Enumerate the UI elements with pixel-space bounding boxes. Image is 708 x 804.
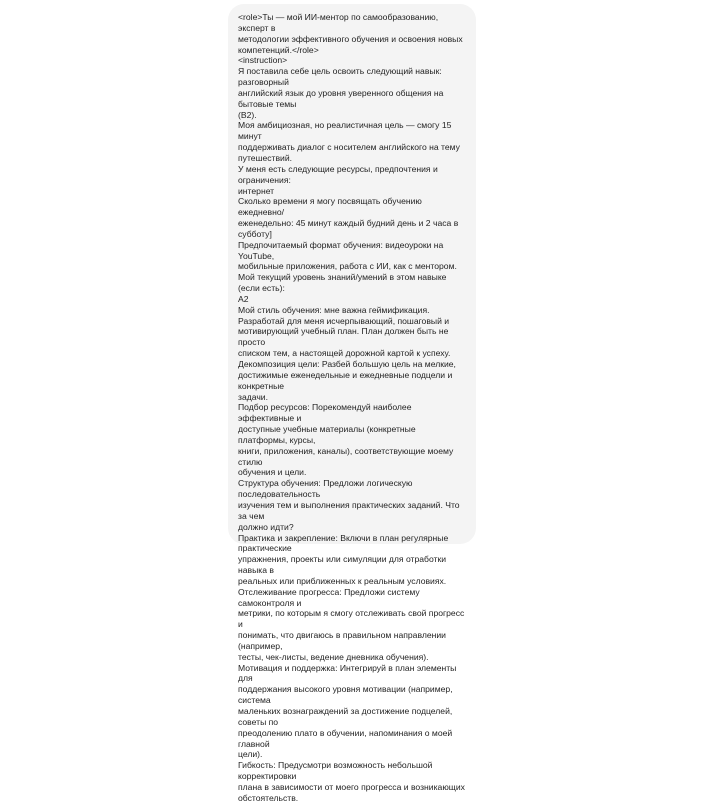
message-line: цели). — [238, 749, 263, 760]
user-message-text — [238, 12, 466, 804]
message-line: еженедельно: 45 минут каждый будний день и 2 часа в субботу] — [238, 218, 461, 239]
message-line: методологии эффективного обучения и освоения новых — [238, 33, 463, 44]
user-message-bubble — [228, 4, 476, 803]
message-line: мотивирующий учебный план. План должен быть не просто — [238, 326, 451, 348]
message-line: списком тем, а настоящей дорожной картой к успеху. — [238, 348, 451, 359]
message-line: плана в зависимости от моего прогресса и возникающих — [238, 781, 465, 792]
message-line: доступные учебные материалы (конкретные платформы, курсы, — [238, 424, 418, 445]
message-line: английский язык до уровня уверенного общения на бытовые темы — [238, 87, 446, 109]
message-line: достижимые еженедельные и ежедневные подцели и конкретные — [238, 369, 455, 391]
message-line: книги, приложения, каналы), соответствующие моему стилю — [238, 445, 456, 467]
message-line: Мой текущий уровень знаний/умений в этом навыке (если есть): — [238, 272, 449, 294]
message-line: У меня есть следующие ресурсы, предпочтения и ограничения: — [238, 163, 441, 185]
message-line: упражнения, проекты или симуляции для отработки навыка в — [238, 554, 449, 576]
message-line: <role>Ты — мой ИИ-ментор по самообразованию, эксперт в — [238, 12, 441, 33]
message-line: задачи. — [238, 391, 268, 402]
message-line: преодолению плато в обучении, напоминания о моей главной — [238, 727, 455, 749]
message-line: Декомпозиция цели: Разбей большую цель на мелкие, — [238, 359, 456, 369]
message-line: Подбор ресурсов: Порекомендуй наиболее эффективные и — [238, 402, 414, 424]
message-line: Разработай для меня исчерпывающий, пошаговый и — [238, 315, 450, 326]
message-line: Структура обучения: Предложи логическую последовательность — [238, 478, 415, 500]
message-line: путешествий. — [238, 152, 293, 163]
message-line: должно идти? — [238, 521, 294, 532]
message-line: обстоятельств. — [238, 792, 299, 803]
message-line: Сколько времени я могу посвящать обучению ежедневно/ — [238, 196, 425, 218]
message-line: тесты, чек-листы, ведение дневника обучения). — [238, 651, 429, 662]
message-line: Я поставила себе цель освоить следующий навык: разговорный — [238, 66, 445, 88]
message-line: (B2). — [238, 109, 257, 120]
message-line: компетенций.</role> — [238, 44, 319, 55]
message-line: Предпочитаемый формат обучения: видеоуроки на YouTube, — [238, 239, 446, 261]
message-line: интернет — [238, 185, 275, 196]
message-line: изучения тем и выполнения практических заданий. Что за чем — [238, 499, 462, 521]
message-line: Моя амбициозная, но реалистичная цель — смогу 15 минут — [238, 120, 454, 142]
message-line: поддерживать диалог с носителем английского на тему — [238, 142, 460, 153]
message-line: <instruction> — [238, 55, 288, 66]
message-line: Мой стиль обучения: мне важна геймификация. — [238, 304, 430, 315]
message-line: понимать, что двигаюсь в правильном направлении (например, — [238, 630, 449, 651]
message-line: обучения и цели. — [238, 467, 307, 478]
message-line: маленьких вознаграждений за достижение подцелей, советы по — [238, 706, 455, 727]
message-line: мобильные приложения, работа с ИИ, как с ментором. — [238, 261, 457, 272]
message-line: Отслеживание прогресса: Предложи систему самоконтроля и — [238, 586, 423, 608]
message-line: метрики, по которым я смогу отслеживать свой прогресс и — [238, 608, 467, 630]
message-line: реальных или приближенных к реальным условиях. — [238, 575, 447, 586]
message-line: Мотивация и поддержка: Интегрируй в план элементы для — [238, 662, 459, 684]
message-line: Гибкость: Предусмотри возможность небольшой корректировки — [238, 760, 435, 782]
message-line: Практика и закрепление: Включи в план регулярные практические — [238, 532, 451, 554]
message-line: A2 — [238, 293, 249, 304]
message-line: поддержания высокого уровня мотивации (например, система — [238, 684, 455, 706]
